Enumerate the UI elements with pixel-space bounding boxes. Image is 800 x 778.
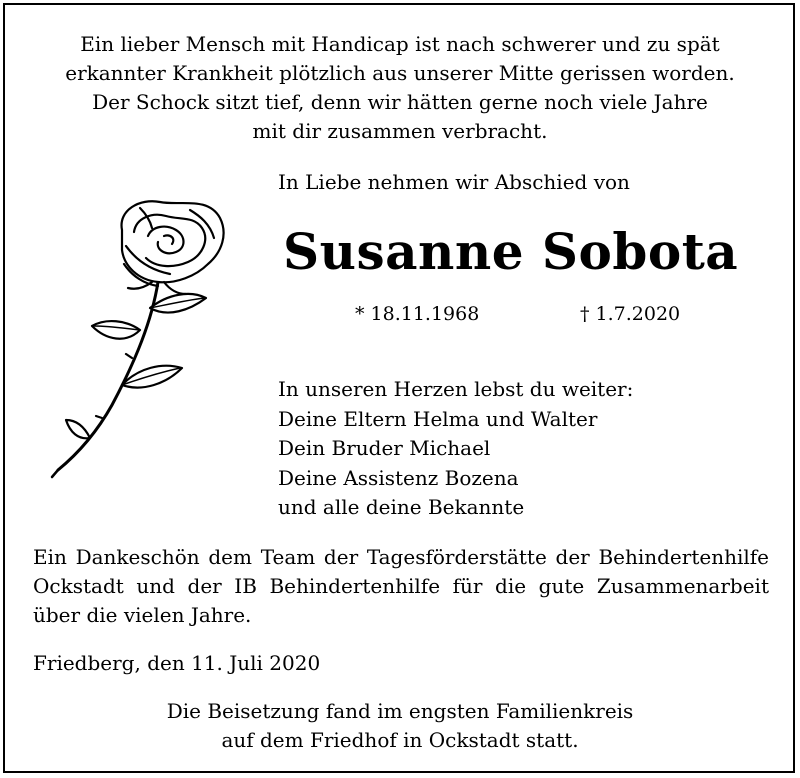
place-date: Friedberg, den 11. Juli 2020: [33, 651, 321, 675]
family-line: Dein Bruder Michael: [278, 436, 491, 460]
burial-line: auf dem Friedhof in Ockstadt statt.: [221, 728, 579, 752]
burial-note: [0, 697, 800, 755]
intro-line: Ein lieber Mensch mit Handicap ist nach schwerer und zu spät: [80, 32, 720, 56]
family-list: [278, 375, 633, 523]
intro-text: [0, 30, 800, 146]
intro-line: erkannter Krankheit plötzlich aus unserer Mitte gerissen worden.: [65, 61, 735, 85]
family-line: In unseren Herzen lebst du weiter:: [278, 377, 634, 401]
family-line: Deine Assistenz Bozena: [278, 465, 519, 490]
thanks-paragraph: Ein Dankeschön dem Team der Tagesförderstätte der Behindertenhilfe Ockstadt und der IB Behindertenhilfe für die gute Zusammenarbeit über die vielen Jahre.: [33, 545, 769, 627]
deceased-name: Susanne Sobota: [283, 222, 739, 281]
family-line: Deine Eltern Helma und Walter: [278, 406, 598, 431]
burial-line: Die Beisetzung fand im engsten Familienkreis: [166, 699, 634, 723]
intro-line: mit dir zusammen verbracht.: [252, 119, 548, 143]
death-date: † 1.7.2020: [580, 303, 681, 325]
intro-line: Der Schock sitzt tief, denn wir hätten gerne noch viele Jahre: [92, 90, 708, 114]
birth-date: * 18.11.1968: [355, 303, 480, 325]
rose-icon: [40, 190, 240, 480]
farewell-line: In Liebe nehmen wir Abschied von: [278, 170, 630, 194]
family-line: und alle deine Bekannte: [278, 495, 525, 519]
